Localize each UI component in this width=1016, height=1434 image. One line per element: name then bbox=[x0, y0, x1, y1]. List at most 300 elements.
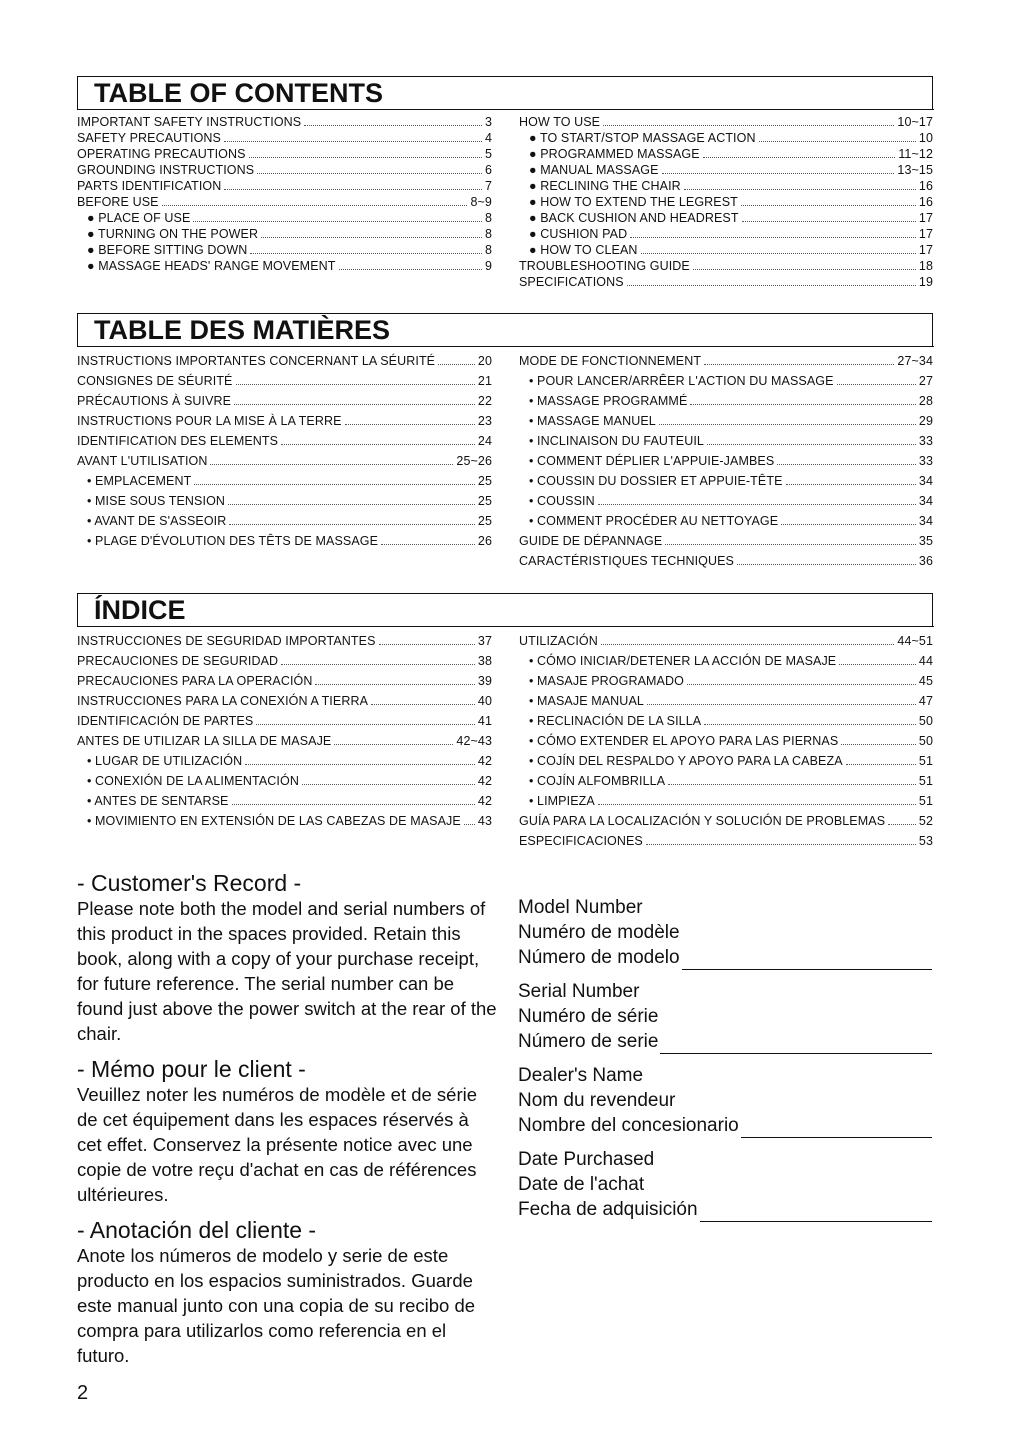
dot-leader bbox=[704, 364, 894, 365]
dot-leader bbox=[641, 253, 916, 254]
toc-entry bbox=[77, 751, 492, 771]
toc-entry-page: 27~34 bbox=[897, 354, 933, 368]
toc-entry-label: • MISE SOUS TENSION bbox=[87, 494, 226, 508]
toc-french-right-column bbox=[519, 351, 933, 571]
toc-entry-page: 34 bbox=[918, 514, 933, 528]
dot-leader bbox=[707, 444, 916, 445]
toc-entry-label: • COUSSIN bbox=[529, 494, 595, 508]
dot-leader bbox=[846, 764, 916, 765]
field-label: Dealer's Name bbox=[518, 1065, 644, 1086]
toc-entry bbox=[77, 671, 492, 691]
toc-entry-page: 45 bbox=[918, 674, 933, 688]
toc-entry-label: GUÍA PARA LA LOCALIZACIÓN Y SOLUCIÓN DE PROBLEMAS bbox=[519, 814, 886, 828]
dot-leader bbox=[334, 744, 453, 745]
toc-entry bbox=[519, 194, 933, 210]
record-spanish bbox=[77, 1217, 517, 1368]
toc-entry-page: 39 bbox=[477, 674, 492, 688]
toc-entry bbox=[519, 511, 933, 531]
field-label: Nom du revendeur bbox=[518, 1090, 676, 1111]
dot-leader bbox=[665, 544, 916, 545]
dot-leader bbox=[464, 824, 475, 825]
dot-leader bbox=[371, 704, 475, 705]
dot-leader bbox=[302, 784, 475, 785]
dot-leader bbox=[647, 704, 916, 705]
dot-leader bbox=[668, 784, 916, 785]
toc-spanish-heading: ÍNDICE bbox=[77, 593, 933, 627]
dot-leader bbox=[315, 684, 474, 685]
toc-entry bbox=[519, 791, 933, 811]
dot-leader bbox=[603, 125, 894, 126]
dot-leader bbox=[261, 237, 482, 238]
toc-entry-page: 47 bbox=[918, 694, 933, 708]
toc-entry-label: • MASSAGE MANUEL bbox=[529, 414, 656, 428]
toc-entry bbox=[77, 178, 492, 194]
field-label: Numéro de série bbox=[518, 1006, 659, 1027]
record-english bbox=[77, 870, 517, 1046]
toc-entry bbox=[77, 491, 492, 511]
toc-entry bbox=[519, 146, 933, 162]
toc-entry bbox=[519, 471, 933, 491]
toc-entry-page: 33 bbox=[918, 434, 933, 448]
toc-entry-label: IDENTIFICATION DES ELEMENTS bbox=[77, 434, 279, 448]
write-in-blank[interactable] bbox=[682, 949, 932, 970]
toc-entry-label: • COMMENT PROCÉDER AU NETTOYAGE bbox=[529, 514, 779, 528]
toc-entry-label: INSTRUCCIONES PARA LA CONEXIÓN A TIERRA bbox=[77, 694, 369, 708]
toc-entry-label: ● CUSHION PAD bbox=[529, 227, 628, 241]
toc-entry bbox=[77, 531, 492, 551]
toc-entry-label: • MASAJE MANUAL bbox=[529, 694, 644, 708]
toc-entry-page: 40 bbox=[477, 694, 492, 708]
serial-number-field[interactable] bbox=[518, 979, 932, 1054]
toc-entry-page: 42~43 bbox=[456, 734, 492, 748]
toc-entry-label: INSTRUCTIONS IMPORTANTES CONCERNANT LA SÉURITÉ bbox=[77, 354, 436, 368]
toc-entry-label: TROUBLESHOOTING GUIDE bbox=[519, 259, 690, 273]
toc-entry-page: 50 bbox=[918, 734, 933, 748]
dot-leader bbox=[703, 157, 896, 158]
toc-entry bbox=[77, 258, 492, 274]
toc-entry-page: 25 bbox=[477, 514, 492, 528]
toc-entry-label: • LUGAR DE UTILIZACIÓN bbox=[87, 754, 243, 768]
toc-entry-label: ● TO START/STOP MASSAGE ACTION bbox=[529, 131, 756, 145]
toc-entry-page: 26 bbox=[477, 534, 492, 548]
toc-entry bbox=[519, 771, 933, 791]
toc-entry-label: IMPORTANT SAFETY INSTRUCTIONS bbox=[77, 115, 302, 129]
field-label: Nombre del concesionario bbox=[518, 1115, 739, 1136]
toc-entry-page: 9 bbox=[484, 259, 492, 273]
toc-entry-label: UTILIZACIÓN bbox=[519, 634, 598, 648]
toc-entry-page: 41 bbox=[477, 714, 492, 728]
toc-entry-page: 25~26 bbox=[456, 454, 492, 468]
toc-entry bbox=[519, 731, 933, 751]
toc-entry-page: 8 bbox=[484, 211, 492, 225]
toc-entry-label: INSTRUCCIONES DE SEGURIDAD IMPORTANTES bbox=[77, 634, 376, 648]
toc-entry bbox=[77, 451, 492, 471]
toc-entry-label: • MASSAGE PROGRAMMÉ bbox=[529, 394, 688, 408]
toc-entry-page: 29 bbox=[918, 414, 933, 428]
toc-entry bbox=[519, 351, 933, 371]
record-title: - Customer's Record - bbox=[77, 870, 302, 896]
toc-entry bbox=[77, 194, 492, 210]
field-label: Número de modelo bbox=[518, 947, 680, 968]
toc-entry-page: 37 bbox=[477, 634, 492, 648]
dot-leader bbox=[598, 504, 916, 505]
toc-entry bbox=[77, 210, 492, 226]
dot-leader bbox=[839, 664, 916, 665]
write-in-blank[interactable] bbox=[660, 1033, 932, 1054]
toc-entry-page: 17 bbox=[918, 243, 933, 257]
field-label: Model Number bbox=[518, 897, 643, 918]
dot-leader bbox=[250, 253, 482, 254]
toc-entry-label: IDENTIFICACIÓN DE PARTES bbox=[77, 714, 254, 728]
toc-english-heading: TABLE OF CONTENTS bbox=[77, 76, 933, 110]
dot-leader bbox=[224, 189, 482, 190]
dot-leader bbox=[339, 269, 482, 270]
toc-entry bbox=[519, 631, 933, 651]
toc-entry bbox=[77, 162, 492, 178]
toc-entry-page: 38 bbox=[477, 654, 492, 668]
toc-entry-page: 6 bbox=[484, 163, 492, 177]
toc-entry bbox=[519, 371, 933, 391]
dot-leader bbox=[438, 364, 475, 365]
toc-entry-label: ● HOW TO EXTEND THE LEGREST bbox=[529, 195, 738, 209]
toc-entry-label: ● BACK CUSHION AND HEADREST bbox=[529, 211, 739, 225]
dot-leader bbox=[742, 221, 916, 222]
toc-entry-label: GROUNDING INSTRUCTIONS bbox=[77, 163, 255, 177]
toc-entry-label: PRECAUCIONES PARA LA OPERACIÓN bbox=[77, 674, 313, 688]
toc-entry bbox=[519, 531, 933, 551]
toc-entry bbox=[77, 226, 492, 242]
dot-leader bbox=[601, 644, 895, 645]
dot-leader bbox=[228, 504, 475, 505]
toc-entry-label: BEFORE USE bbox=[77, 195, 159, 209]
toc-entry-page: 3 bbox=[484, 115, 492, 129]
toc-entry bbox=[519, 831, 933, 851]
toc-entry bbox=[519, 274, 933, 290]
toc-entry-page: 51 bbox=[918, 754, 933, 768]
toc-english bbox=[77, 76, 933, 290]
toc-entry bbox=[519, 226, 933, 242]
toc-entry bbox=[519, 671, 933, 691]
toc-entry-label: SAFETY PRECAUTIONS bbox=[77, 131, 221, 145]
toc-entry-label: ● RECLINING THE CHAIR bbox=[529, 179, 681, 193]
toc-entry-page: 8 bbox=[484, 243, 492, 257]
toc-entry-page: 19 bbox=[918, 275, 933, 289]
field-label: Serial Number bbox=[518, 981, 640, 1002]
record-body: Veuillez noter les numéros de modèle et de série de cet équipement dans les espaces réservés à cet effet. Conservez la présente notice avec une copie de votre reçu d'achat en cas de références ultérieures. bbox=[77, 1084, 478, 1205]
toc-entry bbox=[77, 242, 492, 258]
toc-entry-page: 42 bbox=[477, 754, 492, 768]
toc-entry bbox=[77, 351, 492, 371]
dot-leader bbox=[162, 205, 468, 206]
customer-records bbox=[77, 870, 517, 1368]
dot-leader bbox=[245, 764, 475, 765]
toc-entry bbox=[519, 551, 933, 571]
dot-leader bbox=[257, 173, 482, 174]
toc-entry-page: 25 bbox=[477, 474, 492, 488]
toc-entry bbox=[519, 130, 933, 146]
dot-leader bbox=[193, 221, 482, 222]
toc-entry-label: • ANTES DE SENTARSE bbox=[87, 794, 229, 808]
field-label: Numéro de modèle bbox=[518, 922, 680, 943]
model-number-field[interactable] bbox=[518, 895, 932, 970]
dot-leader bbox=[690, 404, 916, 405]
dot-leader bbox=[256, 724, 475, 725]
toc-entry bbox=[77, 431, 492, 451]
dot-leader bbox=[659, 424, 916, 425]
toc-entry-label: • COJÍN DEL RESPALDO Y APOYO PARA LA CABEZA bbox=[529, 754, 843, 768]
toc-entry bbox=[77, 791, 492, 811]
toc-entry-page: 17 bbox=[918, 227, 933, 241]
toc-entry bbox=[519, 411, 933, 431]
dot-leader bbox=[841, 744, 916, 745]
toc-entry-label: • MASAJE PROGRAMADO bbox=[529, 674, 684, 688]
dot-leader bbox=[630, 237, 916, 238]
toc-entry-label: MODE DE FONCTIONNEMENT bbox=[519, 354, 702, 368]
field-line bbox=[518, 945, 932, 970]
dot-leader bbox=[234, 404, 475, 405]
dot-leader bbox=[210, 464, 453, 465]
dot-leader bbox=[759, 141, 916, 142]
toc-entry-label: ● PROGRAMMED MASSAGE bbox=[529, 147, 700, 161]
field-label: Date Purchased bbox=[518, 1149, 655, 1170]
toc-entry-page: 42 bbox=[477, 794, 492, 808]
toc-entry-label: CARACTÉRISTIQUES TECHNIQUES bbox=[519, 554, 734, 568]
dot-leader bbox=[693, 269, 916, 270]
toc-entry-label: AVANT L'UTILISATION bbox=[77, 454, 208, 468]
toc-entry bbox=[519, 431, 933, 451]
toc-entry bbox=[519, 651, 933, 671]
toc-entry-page: 36 bbox=[918, 554, 933, 568]
toc-entry bbox=[519, 258, 933, 274]
toc-entry bbox=[77, 651, 492, 671]
toc-entry-label: • COUSSIN DU DOSSIER ET APPUIE-TÊTE bbox=[529, 474, 783, 488]
toc-entry-page: 13~15 bbox=[897, 163, 933, 177]
toc-entry-label: CONSIGNES DE SÉURITÉ bbox=[77, 374, 233, 388]
dot-leader bbox=[684, 189, 916, 190]
toc-entry-label: ● MANUAL MASSAGE bbox=[529, 163, 659, 177]
toc-entry-page: 53 bbox=[918, 834, 933, 848]
toc-entry-label: INSTRUCTIONS POUR LA MISE À LA TERRE bbox=[77, 414, 342, 428]
toc-entry-page: 21 bbox=[477, 374, 492, 388]
dot-leader bbox=[687, 684, 916, 685]
dot-leader bbox=[236, 384, 475, 385]
dot-leader bbox=[598, 804, 916, 805]
toc-entry bbox=[519, 391, 933, 411]
dot-leader bbox=[304, 125, 482, 126]
toc-entry-page: 16 bbox=[918, 179, 933, 193]
toc-entry-page: 5 bbox=[484, 147, 492, 161]
toc-entry bbox=[519, 451, 933, 471]
toc-french bbox=[77, 313, 933, 571]
toc-entry-page: 28 bbox=[918, 394, 933, 408]
toc-entry-label: • EMPLACEMENT bbox=[87, 474, 192, 488]
dot-leader bbox=[888, 824, 916, 825]
toc-entry-page: 24 bbox=[477, 434, 492, 448]
toc-entry-page: 34 bbox=[918, 474, 933, 488]
toc-french-left-column bbox=[77, 351, 492, 571]
toc-entry-label: GUIDE DE DÉPANNAGE bbox=[519, 534, 663, 548]
toc-entry-page: 8~9 bbox=[470, 195, 492, 209]
toc-entry bbox=[519, 711, 933, 731]
toc-entry bbox=[77, 391, 492, 411]
toc-entry-page: 22 bbox=[477, 394, 492, 408]
dot-leader bbox=[741, 205, 916, 206]
toc-entry bbox=[519, 114, 933, 130]
toc-entry-page: 51 bbox=[918, 794, 933, 808]
toc-entry-label: PRECAUCIONES DE SEGURIDAD bbox=[77, 654, 279, 668]
toc-entry bbox=[77, 771, 492, 791]
toc-entry-page: 44 bbox=[918, 654, 933, 668]
toc-entry bbox=[77, 146, 492, 162]
field-line bbox=[518, 1029, 932, 1054]
dot-leader bbox=[381, 544, 475, 545]
dot-leader bbox=[627, 285, 916, 286]
toc-entry-label: • AVANT DE S'ASSEOIR bbox=[87, 514, 227, 528]
dot-leader bbox=[232, 804, 475, 805]
record-title: - Mémo pour le client - bbox=[77, 1056, 306, 1082]
toc-entry-page: 52 bbox=[918, 814, 933, 828]
toc-entry bbox=[77, 471, 492, 491]
toc-entry-label: • INCLINAISON DU FAUTEUIL bbox=[529, 434, 704, 448]
toc-entry bbox=[77, 811, 492, 831]
toc-entry-label: • LIMPIEZA bbox=[529, 794, 595, 808]
toc-entry-label: • CONEXIÓN DE LA ALIMENTACIÓN bbox=[87, 774, 299, 788]
toc-entry-label: ● PLACE OF USE bbox=[87, 211, 191, 225]
toc-entry-page: 27 bbox=[918, 374, 933, 388]
toc-entry-label: • COMMENT DÉPLIER L'APPUIE-JAMBES bbox=[529, 454, 775, 468]
toc-entry-label: PRÉCAUTIONS À SUIVRE bbox=[77, 394, 232, 408]
dot-leader bbox=[249, 157, 482, 158]
toc-entry bbox=[77, 731, 492, 751]
field-line bbox=[518, 1113, 932, 1138]
dot-leader bbox=[662, 173, 895, 174]
toc-entry-label: ● HOW TO CLEAN bbox=[529, 243, 638, 257]
toc-entry-label: • CÓMO EXTENDER EL APOYO PARA LAS PIERNAS bbox=[529, 734, 839, 748]
toc-entry-label: • MOVIMIENTO EN EXTENSIÓN DE LAS CABEZAS DE MASAJE bbox=[87, 814, 461, 828]
toc-entry-page: 23 bbox=[477, 414, 492, 428]
record-body: Please note both the model and serial numbers of this product in the spaces provided. Retain this book, along with a copy of your purchase receipt, for future reference. The serial number can be found just above the power switch at the rear of the chair. bbox=[77, 898, 497, 1044]
field-label: Date de l'achat bbox=[518, 1174, 645, 1195]
dot-leader bbox=[194, 484, 475, 485]
toc-entry-label: • PLAGE D'ÉVOLUTION DES TÊTS DE MASSAGE bbox=[87, 534, 379, 548]
toc-entry-page: 25 bbox=[477, 494, 492, 508]
dot-leader bbox=[704, 724, 916, 725]
record-title: - Anotación del cliente - bbox=[77, 1217, 317, 1243]
toc-spanish-left-column bbox=[77, 631, 492, 851]
toc-entry-page: 11~12 bbox=[898, 147, 933, 161]
field-line bbox=[518, 1197, 932, 1222]
field-label: Fecha de adquisición bbox=[518, 1199, 698, 1220]
toc-entry-label: • RECLINACIÓN DE LA SILLA bbox=[529, 714, 702, 728]
toc-entry-label: • CÓMO INICIAR/DETENER LA ACCIÓN DE MASAJE bbox=[529, 654, 837, 668]
toc-entry-page: 17 bbox=[918, 211, 933, 225]
date-purchased-field[interactable] bbox=[518, 1147, 932, 1222]
toc-entry-label: ● MASSAGE HEADS' RANGE MOVEMENT bbox=[87, 259, 336, 273]
toc-entry bbox=[519, 491, 933, 511]
toc-entry-label: ANTES DE UTILIZAR LA SILLA DE MASAJE bbox=[77, 734, 332, 748]
toc-entry-page: 10~17 bbox=[897, 115, 933, 129]
dot-leader bbox=[737, 564, 916, 565]
toc-entry-label: SPECIFICATIONS bbox=[519, 275, 624, 289]
toc-entry-page: 10 bbox=[918, 131, 933, 145]
dot-leader bbox=[379, 644, 475, 645]
dot-leader bbox=[777, 464, 916, 465]
toc-entry bbox=[519, 751, 933, 771]
dot-leader bbox=[837, 384, 916, 385]
dot-leader bbox=[229, 524, 475, 525]
toc-entry-label: • POUR LANCER/ARRÊER L'ACTION DU MASSAGE bbox=[529, 374, 834, 388]
toc-spanish bbox=[77, 593, 933, 851]
dot-leader bbox=[281, 444, 475, 445]
toc-entry-page: 44~51 bbox=[897, 634, 933, 648]
dot-leader bbox=[224, 141, 482, 142]
toc-entry-label: ● BEFORE SITTING DOWN bbox=[87, 243, 248, 257]
dealer-name-field[interactable] bbox=[518, 1063, 932, 1138]
page-number: 2 bbox=[77, 1382, 89, 1404]
toc-english-left-column bbox=[77, 114, 492, 290]
field-label: Número de serie bbox=[518, 1031, 659, 1052]
toc-entry-label: HOW TO USE bbox=[519, 115, 601, 129]
toc-entry bbox=[77, 691, 492, 711]
toc-entry bbox=[77, 130, 492, 146]
record-body: Anote los números de modelo y serie de este producto en los espacios suministrados. Guarde este manual junto con una copia de su recibo de compra para utilizarlos como referencia en el futuro. bbox=[77, 1245, 476, 1366]
toc-entry bbox=[519, 811, 933, 831]
toc-entry-page: 20 bbox=[477, 354, 492, 368]
toc-entry bbox=[519, 210, 933, 226]
write-in-blank[interactable] bbox=[700, 1201, 932, 1222]
toc-entry-page: 34 bbox=[918, 494, 933, 508]
toc-entry-page: 50 bbox=[918, 714, 933, 728]
toc-entry-label: OPERATING PRECAUTIONS bbox=[77, 147, 246, 161]
toc-entry bbox=[519, 178, 933, 194]
toc-entry-label: PARTS IDENTIFICATION bbox=[77, 179, 222, 193]
toc-spanish-right-column bbox=[519, 631, 933, 851]
dot-leader bbox=[281, 664, 475, 665]
toc-entry-page: 8 bbox=[484, 227, 492, 241]
toc-entry-page: 33 bbox=[918, 454, 933, 468]
toc-entry bbox=[77, 631, 492, 651]
record-french bbox=[77, 1056, 517, 1207]
toc-entry-label: ESPECIFICACIONES bbox=[519, 834, 643, 848]
toc-french-heading: TABLE DES MATIÈRES bbox=[77, 313, 933, 347]
toc-entry-page: 43 bbox=[477, 814, 492, 828]
toc-entry-page: 7 bbox=[484, 179, 492, 193]
toc-entry-page: 4 bbox=[484, 131, 492, 145]
toc-entry bbox=[77, 114, 492, 130]
toc-entry-page: 51 bbox=[918, 774, 933, 788]
dot-leader bbox=[345, 424, 475, 425]
toc-entry bbox=[77, 371, 492, 391]
toc-entry-page: 42 bbox=[477, 774, 492, 788]
toc-entry-label: ● TURNING ON THE POWER bbox=[87, 227, 259, 241]
toc-entry bbox=[519, 242, 933, 258]
toc-entry-page: 35 bbox=[918, 534, 933, 548]
toc-entry bbox=[77, 711, 492, 731]
toc-entry bbox=[77, 411, 492, 431]
record-fields bbox=[518, 895, 932, 1231]
toc-entry-page: 18 bbox=[918, 259, 933, 273]
toc-entry-page: 16 bbox=[918, 195, 933, 209]
write-in-blank[interactable] bbox=[741, 1117, 932, 1138]
toc-entry bbox=[77, 511, 492, 531]
dot-leader bbox=[646, 844, 916, 845]
toc-english-right-column bbox=[519, 114, 933, 290]
dot-leader bbox=[781, 524, 916, 525]
toc-entry bbox=[519, 162, 933, 178]
toc-entry bbox=[519, 691, 933, 711]
dot-leader bbox=[786, 484, 916, 485]
toc-entry-label: • COJÍN ALFOMBRILLA bbox=[529, 774, 666, 788]
